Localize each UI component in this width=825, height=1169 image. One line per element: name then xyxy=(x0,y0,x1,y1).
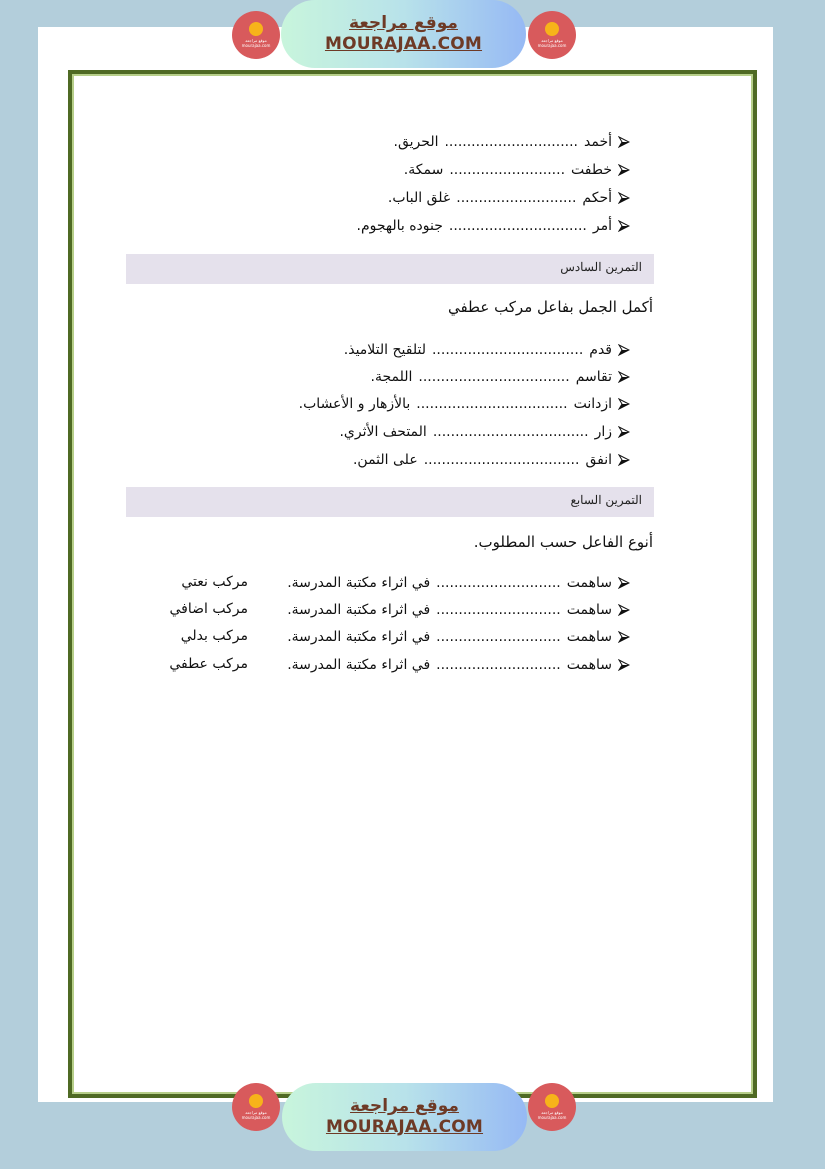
sentence-rest: المتحف الأثري. xyxy=(339,424,427,440)
arrowhead-bullet-icon xyxy=(618,454,630,466)
required-type-label: مركب اضافي xyxy=(169,601,248,617)
sentence-rest: اللمجة. xyxy=(370,369,413,385)
arrowhead-bullet-icon xyxy=(618,192,630,204)
blank: .......................... xyxy=(449,162,566,178)
exercise-6-item xyxy=(353,451,630,469)
sentence-rest: سمكة. xyxy=(403,162,444,178)
exercise-7-item xyxy=(287,628,630,646)
verb: قدم xyxy=(589,342,612,358)
sentence-rest: في اثراء مكتبة المدرسة. xyxy=(287,657,431,673)
blank: ........................... xyxy=(456,190,577,206)
banner-latin-title: MOURAJAA.COM xyxy=(324,34,483,54)
exercise-7-item xyxy=(287,601,630,619)
exercise-5-item xyxy=(404,161,630,179)
sentence-rest: الحريق. xyxy=(393,134,439,150)
exercise-5-item xyxy=(388,189,630,207)
badge-text: موقع مراجعة mourajaa.com xyxy=(241,1110,271,1120)
blank: ............................... xyxy=(448,218,587,234)
verb: ازدانت xyxy=(573,396,612,412)
sentence-rest: بالأزهار و الأعشاب. xyxy=(298,396,411,412)
blank: ................................... xyxy=(432,424,589,440)
sentence-rest: على الثمن. xyxy=(352,452,418,468)
arrowhead-bullet-icon xyxy=(618,604,630,616)
blank: .................................. xyxy=(418,369,570,385)
arrowhead-bullet-icon xyxy=(618,631,630,643)
sentence-rest: في اثراء مكتبة المدرسة. xyxy=(287,629,431,645)
exercise-7-header xyxy=(126,487,654,517)
arrowhead-bullet-icon xyxy=(618,426,630,438)
badge-text: موقع مراجعة mourajaa.com xyxy=(537,38,567,48)
banner-arabic-title: موقع مراجعة xyxy=(350,1096,459,1116)
verb: زار xyxy=(594,424,612,440)
verb: خطفت xyxy=(571,162,612,178)
exercise-7-item xyxy=(287,574,630,592)
required-type-label: مركب نعتي xyxy=(181,574,248,590)
verb: أمر xyxy=(592,218,612,234)
badge-text: موقع مراجعة mourajaa.com xyxy=(241,38,271,48)
exercise-7-instruction: أنوع الفاعل حسب المطلوب. xyxy=(473,533,653,551)
arrowhead-bullet-icon xyxy=(618,371,630,383)
required-type-label: مركب عطفي xyxy=(169,656,248,672)
banner-arabic-title: موقع مراجعة xyxy=(349,13,458,33)
exercise-6-item xyxy=(371,368,631,386)
arrowhead-bullet-icon xyxy=(618,164,630,176)
blank: .................................. xyxy=(416,396,568,412)
exercise-6-instruction: أكمل الجمل بفاعل مركب عطفي xyxy=(447,298,653,316)
arrowhead-bullet-icon xyxy=(618,136,630,148)
badge-text: موقع مراجعة mourajaa.com xyxy=(537,1110,567,1120)
verb: انفق xyxy=(585,452,612,468)
sentence-rest: لتلقيح التلاميذ. xyxy=(343,342,426,358)
sentence-rest: في اثراء مكتبة المدرسة. xyxy=(287,602,431,618)
blank: .............................. xyxy=(444,134,578,150)
sentence-rest: غلق الباب. xyxy=(387,190,451,206)
blank: ............................ xyxy=(436,575,561,591)
verb: ساهمت xyxy=(566,602,612,618)
exercise-5-item xyxy=(357,217,631,235)
exercise-6-header xyxy=(126,254,654,284)
sentence-rest: جنوده بالهجوم. xyxy=(356,218,443,234)
blank: ............................ xyxy=(436,657,561,673)
verb: أحكم xyxy=(582,190,612,206)
blank: .................................. xyxy=(431,342,584,358)
blank: ................................... xyxy=(423,452,580,468)
exercise-6-title: التمرين السادس xyxy=(560,260,642,274)
verb: ساهمت xyxy=(566,629,612,645)
exercise-6-item xyxy=(344,341,630,359)
exercise-7-item xyxy=(287,656,630,674)
blank: ............................ xyxy=(436,629,561,645)
verb: تقاسم xyxy=(575,369,612,385)
exercise-6-item xyxy=(339,423,630,441)
arrowhead-bullet-icon xyxy=(618,398,630,410)
verb: أخمد xyxy=(584,134,612,150)
exercise-6-item xyxy=(299,395,630,413)
verb: ساهمت xyxy=(566,575,612,591)
exercise-7-title: التمرين السابع xyxy=(570,493,642,507)
verb: ساهمت xyxy=(566,657,612,673)
arrowhead-bullet-icon xyxy=(618,659,630,671)
required-type-label: مركب بدلي xyxy=(180,628,248,644)
blank: ............................ xyxy=(436,602,561,618)
exercise-5-item xyxy=(394,133,630,151)
banner-latin-title: MOURAJAA.COM xyxy=(325,1117,484,1137)
arrowhead-bullet-icon xyxy=(618,344,630,356)
sentence-rest: في اثراء مكتبة المدرسة. xyxy=(287,575,431,591)
arrowhead-bullet-icon xyxy=(618,220,630,232)
arrowhead-bullet-icon xyxy=(618,577,630,589)
